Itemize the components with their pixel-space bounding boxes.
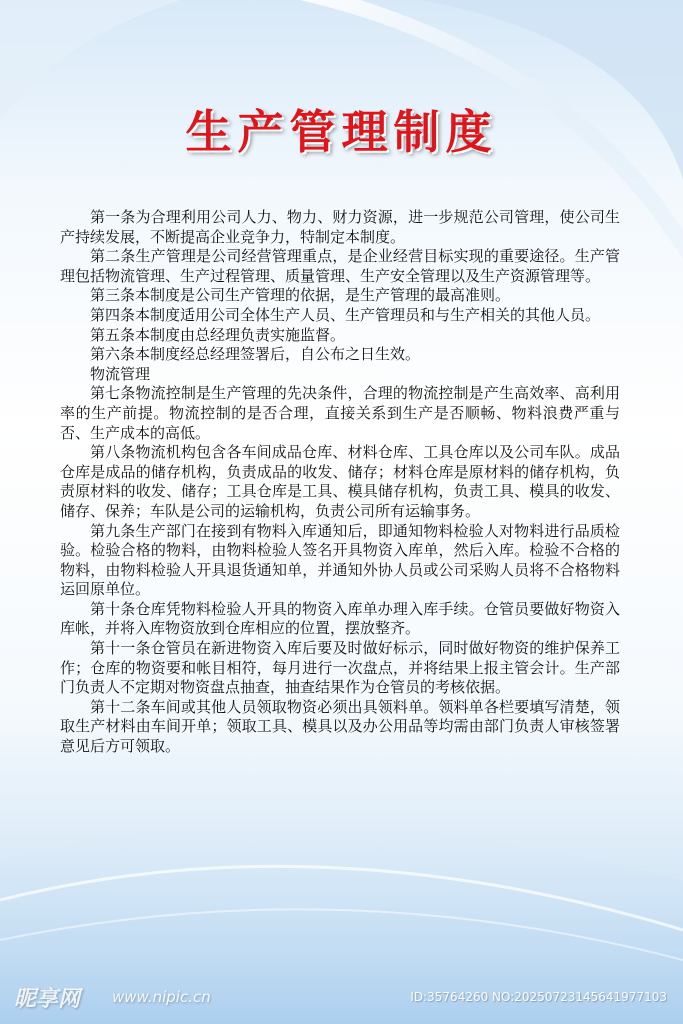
poster-title: 生产管理制度 [185,105,498,159]
paragraph-article-10: 第十条仓库凭物料检验人开具的物资入库单办理入库手续。仓管员要做好物资入库帐，并将入库物资放到仓库相应的位置，摆放整齐。 [60,599,620,638]
watermark-id: ID:35764260 NO:20250723145641977103 [410,990,667,1004]
paragraph-article-3: 第三条本制度是公司生产管理的依据，是生产管理的最高准则。 [90,286,511,305]
paragraph-article-6: 第六条本制度经总经理签署后，自公布之日生效。 [90,345,421,364]
watermark-site-name: 昵享网 [14,987,81,1012]
watermark-url: www.nipic.cn [112,988,211,1006]
paragraph-article-7: 第七条物流控制是生产管理的先决条件，合理的物流控制是产生高效率、高利用率的生产前提。物流控制的是否合理，直接关系到生产是否顺畅、物料浪费严重与否、生产成本的高低。 [60,384,620,442]
paragraph-article-12: 第十二条车间或其他人员领取物资必须出具领料单。领料单各栏要填写清楚，领取生产材料由车间开单；领取工具、模具以及办公用品等均需由部门负责人审核签署意见后方可领取。 [60,697,620,756]
paragraph-article-1: 第一条为合理利用公司人力、物力、财力资源，进一步规范公司管理，使公司生产持续发展，不断提高企业竞争力，特制定本制度。 [60,208,620,246]
paragraph-article-11: 第十一条仓管员在新进物资入库后要及时做好标示，同时做好物资的维护保养工作；仓库的物资要和帐目相符，每月进行一次盘点，并将结果上报主管会计。生产部门负责人不定期对物资盘点抽查，抽查结果作为仓管员的考核依据。 [60,639,620,697]
regulation-body [60,208,620,757]
paragraph-article-5: 第五条本制度由总经理负责实施监督。 [90,325,346,344]
paragraph-article-2: 第二条生产管理是公司经营管理重点，是企业经营目标实现的重要途径。生产管理包括物流管理、生产过程管理、质量管理、生产安全管理以及生产资源管理等。 [60,247,620,285]
section-heading-logistics: 物流管理 [90,364,151,383]
paragraph-article-4: 第四条本制度适用公司全体生产人员、生产管理员和与生产相关的其他人员。 [90,305,601,324]
paragraph-article-9: 第九条生产部门在接到有物料入库通知后，即通知物料检验人对物料进行品质检验。检验合格的物料，由物料检验人签名开具物资入库单，然后入库。检验不合格的物料，由物料检验人开具退货通知单，并通知外协人员或公司采购人员将不合格物料运回原单位。 [60,521,620,599]
paragraph-article-8: 第八条物流机构包含各车间成品仓库、材料仓库、工具仓库以及公司车队。成品仓库是成品的储存机构，负责成品的收发、储存；材料仓库是原材料的储存机构，负责原材料的收发、储存；工具仓库是工具、模具储存机构，负责工具、模具的收发、储存、保养；车队是公司的运输机构，负责公司所有运输事务。 [60,443,620,520]
